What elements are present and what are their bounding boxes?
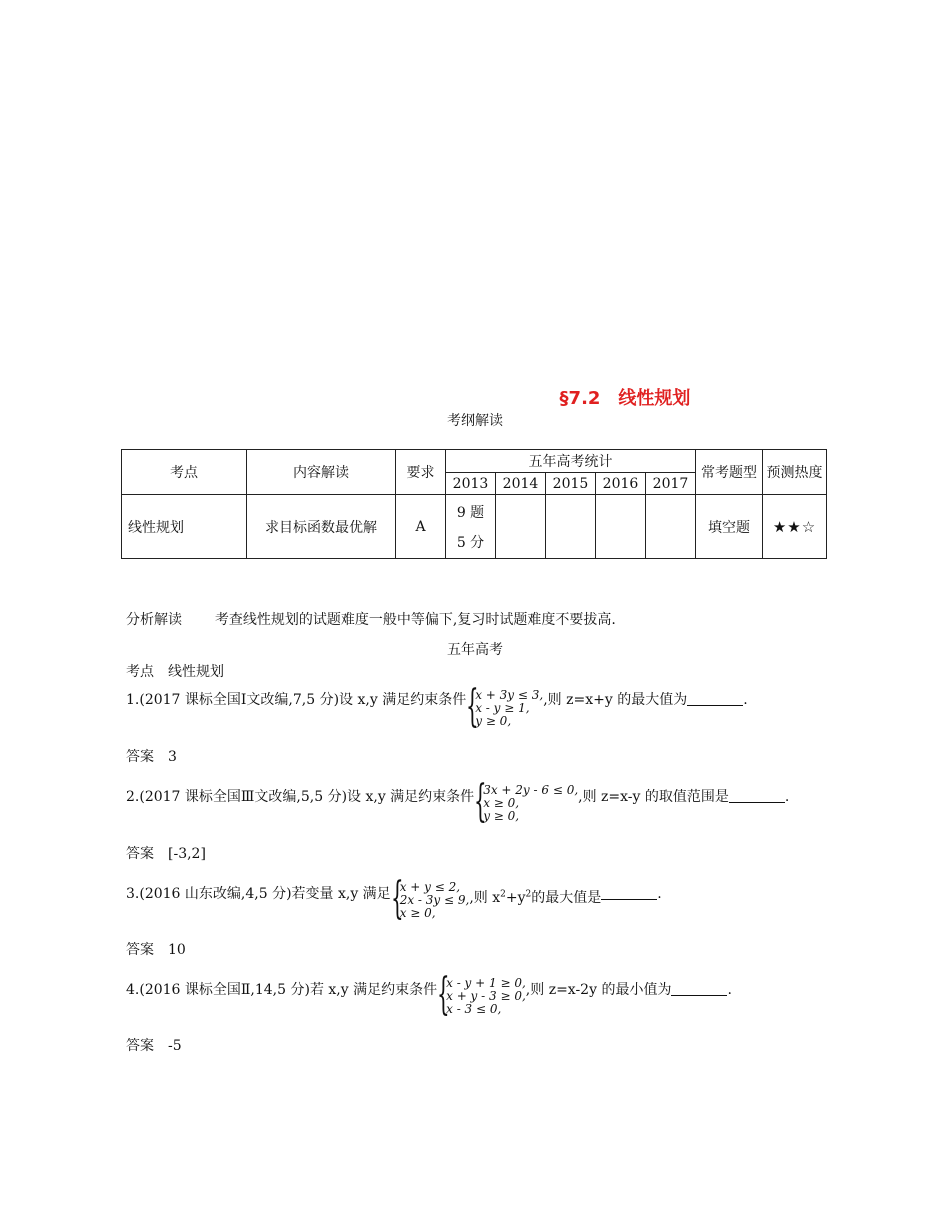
answer-1	[126, 746, 177, 766]
row-content: 求目标函数最优解	[247, 495, 396, 559]
answer-label: 答案	[126, 846, 154, 862]
analysis-text: 考查线性规划的试题难度一般中等偏下,复习时试题难度不要拔高.	[214, 612, 616, 628]
problem-1-prefix: 1.(2017 课标全国Ⅰ文改编,7,5 分)设 x,y 满足约束条件	[126, 692, 467, 708]
header-year: 2013	[446, 473, 496, 495]
header-requirement: 要求	[396, 450, 446, 495]
problem-4-suffix: ,则 z=x-2y 的最小值为	[525, 982, 672, 998]
answer-value: 10	[168, 942, 186, 958]
constraint: y ≥ 0,	[483, 809, 520, 823]
section-heading: 五年高考	[447, 642, 503, 658]
row-2013	[446, 495, 496, 559]
answer-value: [-3,2]	[168, 846, 206, 862]
header-content: 内容解读	[247, 450, 396, 495]
constraint: x - y + 1 ≥ 0,	[446, 976, 526, 990]
header-year: 2015	[546, 473, 596, 495]
problem-3-suffix: ,则 $x^2+y^2$的最大值是	[469, 889, 602, 906]
answer-blank	[601, 887, 657, 900]
row-2013-line1: 9 题	[456, 504, 485, 521]
problem-1-system	[466, 681, 544, 732]
answer-value: -5	[168, 1038, 182, 1054]
row-requirement: A	[396, 495, 446, 559]
answer-blank	[729, 790, 785, 803]
row-2016	[596, 495, 646, 559]
brace-icon: {	[466, 681, 479, 732]
row-type: 填空题	[696, 495, 763, 559]
analysis	[126, 609, 616, 629]
problem-3-system	[390, 873, 470, 924]
problem-1: 1.(2017 课标全国Ⅰ文改编,7,5 分)设 x,y 满足约束条件 { x + 3y ≤ 3, x - y ≥ 1, y ≥ 0, ,则 z=x+y 的最大值为 .	[126, 681, 748, 732]
constraint: x + 3y ≤ 3,	[475, 688, 544, 702]
brace-icon: {	[437, 969, 450, 1020]
row-heat-stars: ★★☆	[763, 495, 827, 559]
problem-3-prefix: 3.(2016 山东改编,4,5 分)若变量 x,y 满足	[126, 886, 391, 902]
answer-value: 3	[168, 749, 177, 765]
header-year: 2016	[596, 473, 646, 495]
problem-3: 3.(2016 山东改编,4,5 分)若变量 x,y 满足 { x + y ≤ 2, 2x - 3y ≤ 9, x ≥ 0, ,则 $x^2+y^2$的最大值是 .	[126, 873, 662, 924]
constraint: x + y ≤ 2,	[399, 880, 461, 894]
header-point: 考点	[122, 450, 247, 495]
constraint: 2x - 3y ≤ 9,	[399, 893, 470, 907]
brace-icon: {	[474, 776, 487, 827]
header-stats: 五年高考统计	[446, 450, 696, 473]
answer-blank	[687, 693, 743, 706]
answer-3	[126, 939, 186, 959]
constraint: 3x + 2y - 6 ≤ 0,	[483, 783, 579, 797]
header-year: 2014	[496, 473, 546, 495]
constraint: x ≥ 0,	[483, 796, 520, 810]
topic-heading: 考点 线性规划	[126, 664, 224, 680]
row-2017	[646, 495, 696, 559]
answer-4	[126, 1035, 182, 1055]
constraint: x - 3 ≤ 0,	[446, 1002, 502, 1016]
answer-2	[126, 843, 206, 863]
problem-2-prefix: 2.(2017 课标全国Ⅲ文改编,5,5 分)设 x,y 满足约束条件	[126, 789, 475, 805]
problem-2-suffix: ,则 z=x-y 的取值范围是	[578, 789, 729, 805]
problem-2-system	[474, 776, 579, 827]
answer-label: 答案	[126, 1038, 154, 1054]
problem-2: 2.(2017 课标全国Ⅲ文改编,5,5 分)设 x,y 满足约束条件 { 3x + 2y - 6 ≤ 0, x ≥ 0, y ≥ 0, ,则 z=x-y 的取值范围是 .	[126, 776, 790, 827]
page-title: §7.2 线性规划	[559, 388, 691, 409]
problem-4-system	[437, 969, 526, 1020]
constraint: x + y - 3 ≥ 0,	[446, 989, 526, 1003]
outline-heading: 考纲解读	[447, 413, 503, 429]
brace-icon: {	[390, 873, 404, 924]
header-type: 常考题型	[696, 450, 763, 495]
header-heat: 预测热度	[763, 450, 827, 495]
row-2013-line2: 5 分	[456, 534, 485, 551]
problem-4: 4.(2016 课标全国Ⅱ,14,5 分)若 x,y 满足约束条件 { x - y + 1 ≥ 0, x + y - 3 ≥ 0, x - 3 ≤ 0, ,则 z=x-2y 的最小值为 .	[126, 969, 732, 1020]
outline-table	[121, 449, 827, 559]
row-point: 线性规划	[122, 495, 247, 559]
answer-label: 答案	[126, 942, 154, 958]
problem-4-prefix: 4.(2016 课标全国Ⅱ,14,5 分)若 x,y 满足约束条件	[126, 982, 438, 998]
analysis-label: 分析解读	[126, 612, 182, 628]
row-2015	[546, 495, 596, 559]
header-year: 2017	[646, 473, 696, 495]
constraint: x - y ≥ 1,	[475, 701, 530, 715]
answer-blank	[671, 983, 727, 996]
answer-label: 答案	[126, 749, 154, 765]
constraint: x ≥ 0,	[399, 906, 436, 920]
constraint: y ≥ 0,	[475, 714, 512, 728]
problem-1-suffix: ,则 z=x+y 的最大值为	[543, 692, 688, 708]
row-2014	[496, 495, 546, 559]
